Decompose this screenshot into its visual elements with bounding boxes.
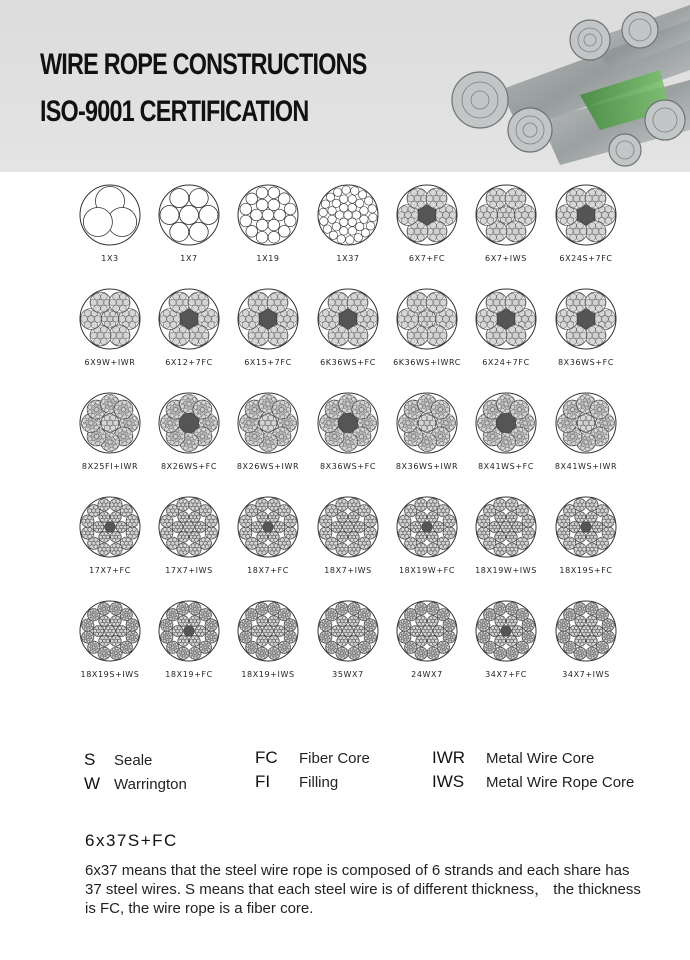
rope-cross-section-diagram	[317, 496, 379, 558]
construction-label: 6X9W+IWR	[84, 358, 136, 367]
construction-label: 1X3	[101, 254, 119, 263]
rope-cross-section-diagram	[475, 600, 537, 662]
legend-item-fiber-core	[255, 748, 370, 768]
rope-construction-item	[70, 288, 150, 384]
construction-label: 6X15+7FC	[244, 358, 292, 367]
construction-label: 18X19S+FC	[559, 566, 613, 575]
construction-label: 8X26WS+IWR	[236, 462, 300, 471]
rope-construction-item	[70, 184, 150, 280]
rope-cross-section-diagram	[475, 496, 537, 558]
rope-construction-item	[308, 184, 388, 280]
rope-construction-item	[228, 392, 308, 488]
rope-construction-item	[466, 600, 546, 696]
rope-cross-section-diagram	[237, 392, 299, 454]
legend-value: Seale	[114, 752, 153, 769]
rope-construction-item	[228, 184, 308, 280]
rope-construction-item	[387, 392, 467, 488]
rope-cross-section-diagram	[555, 184, 617, 246]
construction-label: 6X12+7FC	[165, 358, 213, 367]
rope-construction-item	[70, 392, 150, 488]
rope-cross-section-diagram	[396, 496, 458, 558]
rope-cross-section-diagram	[158, 600, 220, 662]
construction-label: 8X36WS+FC	[557, 358, 615, 367]
rope-cross-section-diagram	[317, 288, 379, 350]
legend-item-filling	[255, 772, 338, 792]
construction-label: 8X41WS+IWR	[554, 462, 618, 471]
rope-construction-item	[308, 600, 388, 696]
example-heading: 6x37S+FC	[85, 831, 178, 850]
construction-label: 6X24S+7FC	[559, 254, 613, 263]
rope-construction-item	[149, 600, 229, 696]
rope-cross-section-diagram	[79, 600, 141, 662]
construction-label: 24WX7	[411, 670, 443, 679]
legend-value: Warrington	[114, 776, 187, 793]
rope-construction-item	[466, 392, 546, 488]
legend-item-warrington	[84, 774, 187, 794]
legend-key: FC	[255, 748, 278, 767]
rope-construction-item	[308, 392, 388, 488]
rope-construction-item	[387, 184, 467, 280]
legend-key: IWS	[432, 772, 465, 791]
construction-label: 6X7+FC	[408, 254, 446, 263]
construction-label: 1X7	[180, 254, 198, 263]
rope-cross-section-diagram	[555, 600, 617, 662]
rope-cross-section-diagram	[237, 496, 299, 558]
construction-label: 8X25FI+IWR	[81, 462, 139, 471]
rope-construction-item	[546, 600, 626, 696]
rope-construction-item	[308, 496, 388, 592]
rope-cross-section-diagram	[237, 184, 299, 246]
rope-cross-section-diagram	[79, 496, 141, 558]
construction-label: 6X7+IWS	[485, 254, 527, 263]
construction-label: 35WX7	[332, 670, 364, 679]
construction-label: 8X26WS+FC	[160, 462, 218, 471]
rope-construction-item	[308, 288, 388, 384]
legend-value: Filling	[299, 774, 339, 791]
legend-value: Metal Wire Core	[486, 750, 595, 767]
construction-label: 8X36WS+FC	[319, 462, 377, 471]
rope-construction-item	[387, 288, 467, 384]
rope-construction-item	[149, 288, 229, 384]
construction-label: 18X19+FC	[165, 670, 213, 679]
legend-value: Metal Wire Rope Core	[486, 774, 635, 791]
rope-cross-section-diagram	[396, 392, 458, 454]
construction-label: 18X19W+IWS	[475, 566, 537, 575]
rope-construction-item	[387, 496, 467, 592]
rope-cross-section-diagram	[317, 184, 379, 246]
rope-construction-item	[70, 496, 150, 592]
construction-label: 1X37	[336, 254, 360, 263]
rope-construction-item	[70, 600, 150, 696]
rope-construction-item	[149, 392, 229, 488]
construction-label: 8X41WS+FC	[477, 462, 535, 471]
rope-construction-item	[546, 496, 626, 592]
rope-construction-item	[149, 184, 229, 280]
legend-item-metal-wire-rope-core	[432, 772, 634, 792]
rope-cross-section-diagram	[79, 288, 141, 350]
legend-key: IWR	[432, 748, 466, 767]
page-title: WIRE ROPE CONSTRUCTIONS	[40, 48, 367, 81]
rope-construction-item	[466, 184, 546, 280]
rope-cross-section-diagram	[158, 392, 220, 454]
construction-label: 17X7+FC	[89, 566, 131, 575]
construction-label: 6X24+7FC	[482, 358, 530, 367]
construction-label: 18X19+IWS	[241, 670, 295, 679]
construction-label: 6K36WS+FC	[320, 358, 376, 367]
legend-item-seale	[84, 750, 152, 770]
legend-key: W	[84, 774, 101, 793]
rope-cross-section-diagram	[475, 184, 537, 246]
rope-construction-item	[546, 184, 626, 280]
construction-label: 34X7+IWS	[562, 670, 610, 679]
legend-item-metal-wire-core	[432, 748, 594, 768]
construction-label: 17X7+IWS	[165, 566, 213, 575]
rope-construction-item	[546, 288, 626, 384]
rope-cross-section-diagram	[158, 288, 220, 350]
legend	[84, 746, 664, 806]
rope-cross-section-diagram	[79, 392, 141, 454]
construction-label: 18X19W+FC	[398, 566, 456, 575]
construction-label: 18X7+IWS	[324, 566, 372, 575]
rope-construction-item	[466, 496, 546, 592]
construction-label: 34X7+FC	[485, 670, 527, 679]
rope-cross-section-diagram	[475, 392, 537, 454]
construction-label: 8X36WS+IWR	[395, 462, 459, 471]
construction-label: 18X7+FC	[247, 566, 289, 575]
construction-label: 1X19	[256, 254, 280, 263]
rope-cross-section-diagram	[475, 288, 537, 350]
rope-cross-section-diagram	[237, 288, 299, 350]
construction-label: 6K36WS+IWRC	[393, 358, 461, 367]
rope-cross-section-diagram	[555, 496, 617, 558]
rope-cross-section-diagram	[317, 600, 379, 662]
rope-construction-item	[149, 496, 229, 592]
rope-construction-item	[228, 288, 308, 384]
construction-label: 18X19S+IWS	[80, 670, 140, 679]
rope-construction-item	[228, 496, 308, 592]
legend-key: S	[84, 750, 96, 769]
rope-construction-item	[466, 288, 546, 384]
page-subtitle: ISO-9001 CERTIFICATION	[40, 95, 309, 128]
rope-construction-item	[546, 392, 626, 488]
rope-cross-section-diagram	[237, 600, 299, 662]
legend-key: FI	[255, 772, 271, 791]
rope-construction-item	[228, 600, 308, 696]
rope-construction-item	[387, 600, 467, 696]
rope-cross-section-diagram	[158, 184, 220, 246]
rope-cross-section-diagram	[555, 288, 617, 350]
legend-value: Fiber Core	[299, 750, 370, 767]
rope-cross-section-diagram	[555, 392, 617, 454]
rope-cross-section-diagram	[158, 496, 220, 558]
rope-cross-section-diagram	[396, 600, 458, 662]
rope-cross-section-diagram	[317, 392, 379, 454]
example-description: 6x37 means that the steel wire rope is composed of 6 strands and each share has 37 steel wires. S means that each steel wire is of different thickness， the thickness is FC, the wire rope is a fiber core.	[85, 862, 641, 917]
rope-cross-section-diagram	[396, 184, 458, 246]
rope-cross-section-diagram	[79, 184, 141, 246]
rope-cross-section-diagram	[396, 288, 458, 350]
